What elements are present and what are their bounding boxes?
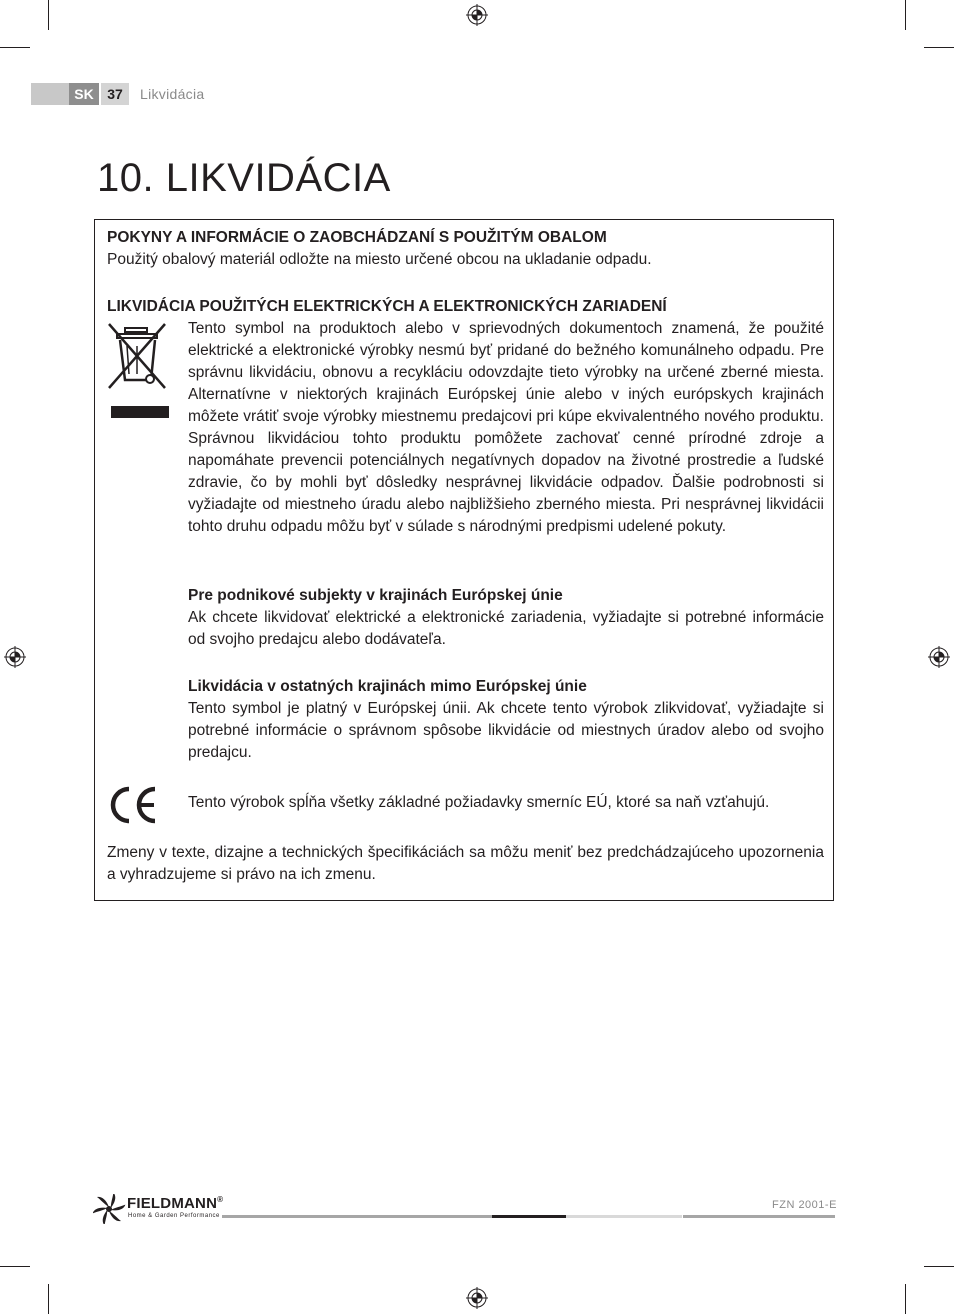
crop-mark xyxy=(0,1266,30,1267)
language-badge: SK xyxy=(69,83,99,105)
business-heading: Pre podnikové subjekty v krajinách Európskej únie xyxy=(188,587,563,604)
page-number: 37 xyxy=(101,83,129,105)
business-text: Ak chcete likvidovať elektrické a elektronické zariadenia, vyžiadajte si potrebné informácie od svojho predajcu alebo dodávateľa. xyxy=(188,609,824,648)
changes-notice: Zmeny v texte, dizajne a technických špecifikáciách sa môžu meniť bez predchádzajúceho upozornenia a vyhradzujeme si právo na ich zmenu. xyxy=(107,844,824,883)
packaging-text: Použitý obalový materiál odložte na miesto určené obcou na ukladanie odpadu. xyxy=(107,251,652,268)
ce-text: Tento výrobok spĺňa všetky základné požiadavky smerníc EÚ, ktoré sa naň vzťahujú. xyxy=(188,794,770,811)
page-title: 10. LIKVIDÁCIA xyxy=(97,156,391,200)
crop-mark xyxy=(924,47,954,48)
registration-mark-icon xyxy=(928,646,950,668)
fieldmann-logo-icon xyxy=(93,1194,127,1224)
footer-rule xyxy=(566,1215,682,1218)
model-number: FZN 2001-E xyxy=(772,1199,837,1211)
footer-rule xyxy=(222,1215,492,1218)
ce-mark-icon xyxy=(107,785,159,825)
crop-mark xyxy=(0,47,30,48)
page-header xyxy=(31,83,129,105)
packaging-heading: POKYNY A INFORMÁCIE O ZAOBCHÁDZANÍ S POUŽITÝM OBALOM xyxy=(107,229,607,246)
footer-rule xyxy=(683,1215,835,1218)
crop-mark xyxy=(48,0,49,30)
registration-mark-icon xyxy=(466,1287,488,1309)
registration-mark-icon xyxy=(4,646,26,668)
weee-heading: LIKVIDÁCIA POUŽITÝCH ELEKTRICKÝCH A ELEKTRONICKÝCH ZARIADENÍ xyxy=(107,298,667,315)
footer-rule xyxy=(492,1215,566,1218)
brand-name: FIELDMANN® xyxy=(127,1195,224,1212)
crossed-bin-icon xyxy=(107,318,171,422)
section-label: Likvidácia xyxy=(140,86,205,102)
disposal-info-box xyxy=(94,219,834,901)
crop-mark xyxy=(48,1284,49,1314)
outside-eu-text: Tento symbol je platný v Európskej únii. Ak chcete tento výrobok zlikvidovať, vyžiadajte si potrebné informácie o správnom spôsobe likvidácie od miestnych úradov alebo od svojho predajcu. xyxy=(188,700,824,761)
header-accent xyxy=(31,83,69,105)
crop-mark xyxy=(924,1266,954,1267)
crop-mark xyxy=(905,1284,906,1314)
outside-eu-heading: Likvidácia v ostatných krajinách mimo Európskej únie xyxy=(188,678,587,695)
brand-tagline: Home & Garden Performance xyxy=(128,1213,220,1219)
registration-mark-icon xyxy=(466,4,488,26)
crop-mark xyxy=(905,0,906,30)
weee-text: Tento symbol na produktoch alebo v sprievodných dokumentoch znamená, že použité elektrické a elektronické výrobky nesmú byť pridané do bežného komunálneho odpadu. Pre správnu likvidáciu, obnovu a recykláciu odovzdajte tieto výrobky na určené zberné miesta. Alternatívne v niektorých krajinách Európskej únie alebo v iných európskych krajinách môžete vrátiť svoje výrobky miestnemu predajcovi pri kúpe ekvivalentného nového produktu. Správnou likvidáciou tohto produktu pomôžete zachovať cenné prírodné zdroje a napomáhate prevencii potenciálnych negatívnych dopadov na životné prostredie a ľudské zdravie, čo by mohli byť dôsledky nesprávnej likvidácie odpadov. Ďalšie podrobnosti si vyžiadajte od miestneho úradu alebo najbližšieho zberného miesta. Pri nesprávnej likvidácii tohto druhu odpadu môžu byť v súlade s národnými predpismi udelené pokuty. xyxy=(188,320,824,535)
